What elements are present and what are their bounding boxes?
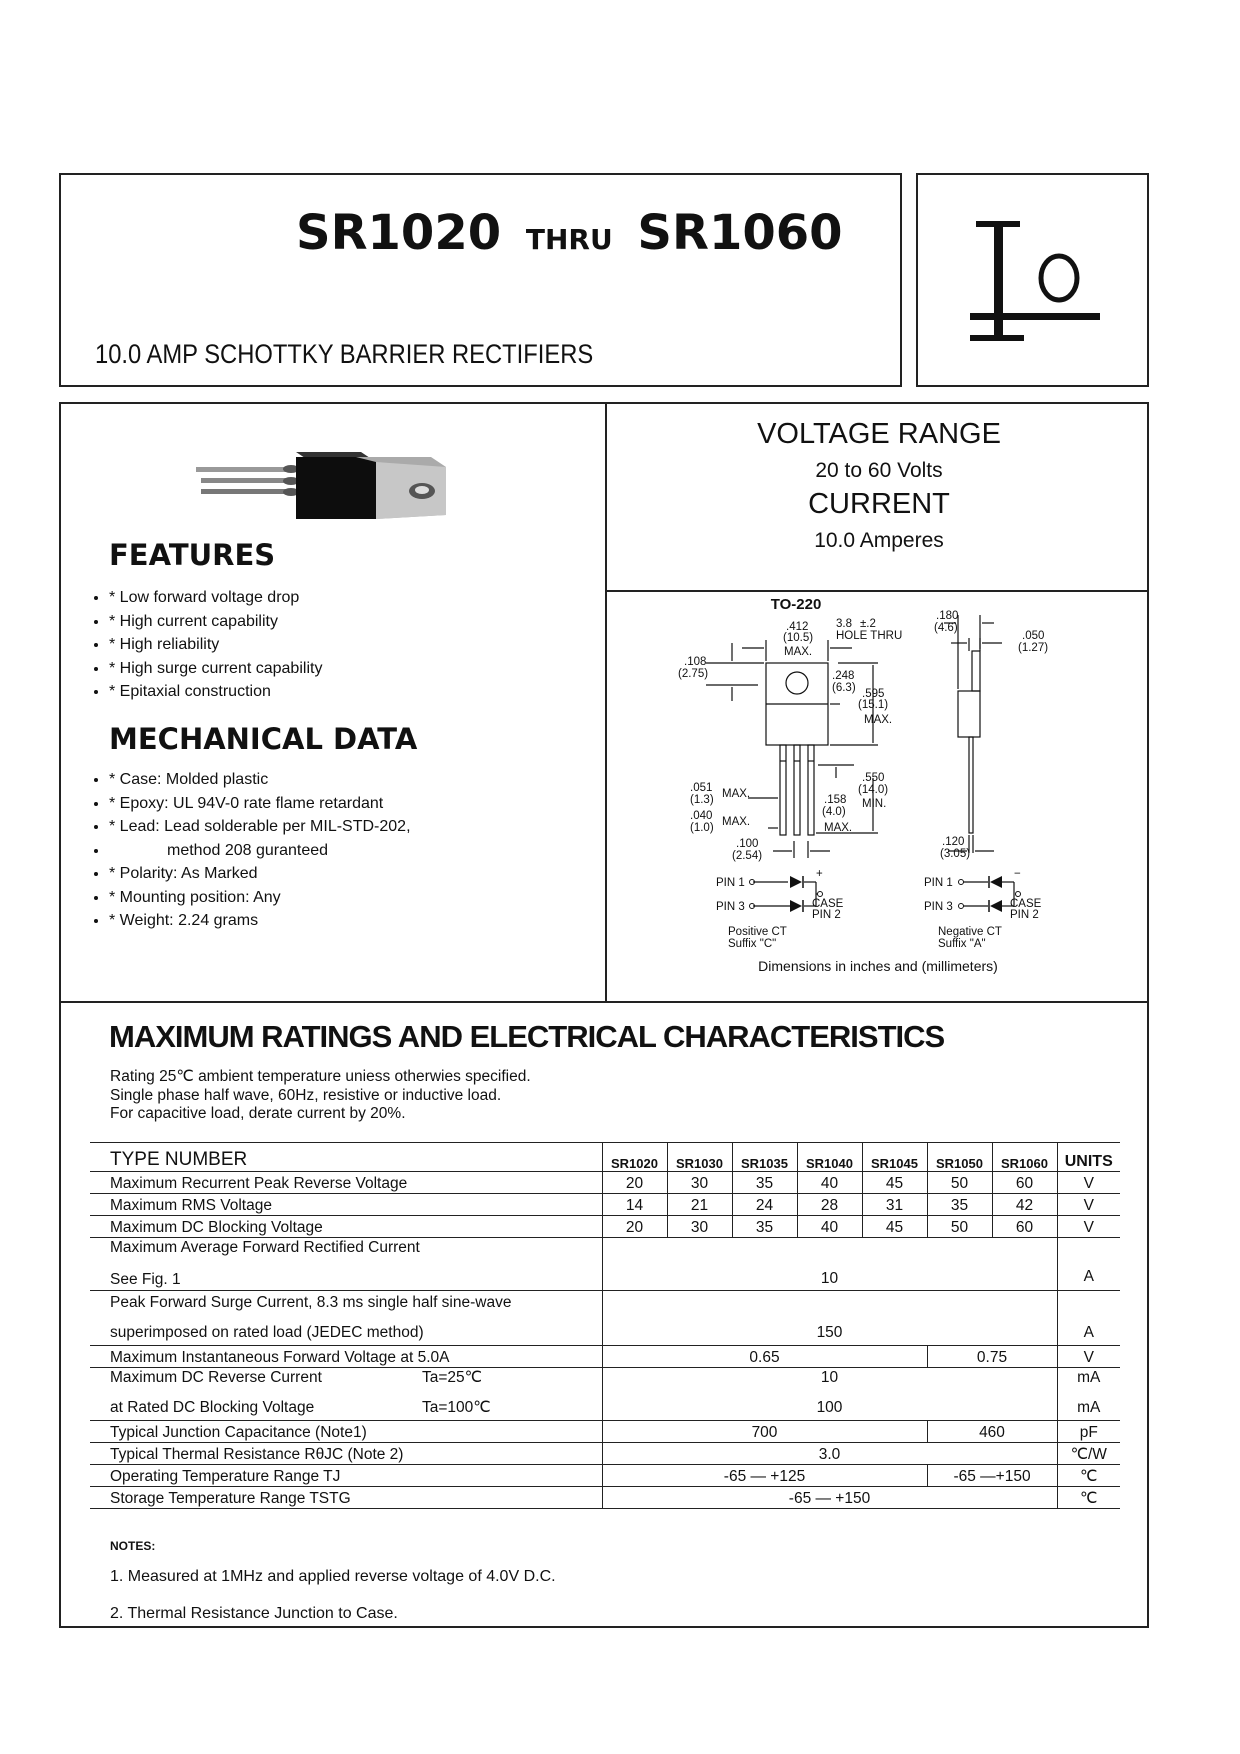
list-item: • * High current capability (109, 610, 322, 634)
type-header: SR1020 (602, 1143, 667, 1172)
cell: -65 — +125 (602, 1465, 927, 1487)
dim-label: MAX. (824, 822, 853, 834)
dim-label: MAX. (784, 646, 813, 658)
dim-label: HOLE THRU (836, 630, 903, 642)
row-label: at Rated DC Blocking Voltage (110, 1399, 315, 1416)
note-line: Rating 25℃ ambient temperature uniess otherwies specified. (110, 1068, 531, 1085)
list-item: • * Low forward voltage drop (109, 586, 322, 610)
dim-label: ±.2 (860, 618, 876, 630)
type-number-label: TYPE NUMBER (90, 1143, 602, 1172)
cell: 35 (732, 1172, 797, 1194)
dim-label: (6.3) (832, 682, 856, 694)
pin-label: PIN 3 (924, 901, 953, 913)
ratings-notes (110, 1068, 531, 1124)
cell: -65 —+150 (927, 1465, 1057, 1487)
header-title-box (59, 173, 902, 387)
dim-label: (10.5) (783, 632, 814, 644)
unit-cell: V (1057, 1346, 1120, 1368)
table-row (90, 1194, 1120, 1216)
table-row (90, 1291, 1120, 1346)
pin-label: PIN 2 (1010, 909, 1039, 921)
list-item: • * High surge current capability (109, 657, 322, 681)
ratings-table (90, 1142, 1120, 1509)
pin-label: Negative CT (938, 926, 1002, 938)
row-label: Maximum DC Blocking Voltage (90, 1216, 602, 1238)
dim-label: .108 (684, 656, 707, 668)
divider (605, 590, 1149, 592)
cell: 10 (820, 1369, 839, 1386)
cell: 40 (797, 1172, 862, 1194)
cell: 31 (862, 1194, 927, 1216)
row-label: Typical Junction Capacitance (Note1) (90, 1421, 602, 1443)
row-label: Maximum DC Reverse Current (110, 1369, 322, 1386)
row-label: See Fig. 1 (110, 1271, 181, 1288)
ratings-heading: MAXIMUM RATINGS AND ELECTRICAL CHARACTERISTICS (109, 1019, 945, 1054)
cell: 42 (992, 1194, 1057, 1216)
dim-label: .051 (690, 782, 713, 794)
cell: 21 (667, 1194, 732, 1216)
dim-label: (2.75) (678, 668, 709, 680)
middle-section (59, 402, 1149, 1003)
unit-cell: V (1057, 1172, 1120, 1194)
to220-dimension-drawing (608, 593, 1148, 1003)
unit-cell: mA (1077, 1369, 1101, 1386)
dim-label: .180 (936, 610, 959, 622)
dim-label: (1.27) (1018, 642, 1049, 654)
cell: 35 (927, 1194, 992, 1216)
pin-label: Suffix "A" (938, 938, 986, 950)
note-2: 2. Thermal Resistance Junction to Case. (110, 1605, 398, 1622)
dim-label: .050 (1022, 630, 1045, 642)
dims-note: Dimensions in inches and (millimeters) (758, 958, 998, 974)
cell: 45 (862, 1172, 927, 1194)
dim-label: (1.0) (690, 822, 714, 834)
table-row (90, 1238, 1120, 1291)
row-label: Maximum Recurrent Peak Reverse Voltage (90, 1172, 602, 1194)
cell: 35 (732, 1216, 797, 1238)
row-label: Operating Temperature Range TJ (90, 1465, 602, 1487)
current-title: CURRENT (808, 488, 950, 520)
type-header: SR1045 (862, 1143, 927, 1172)
cell: 14 (602, 1194, 667, 1216)
cell: 20 (602, 1216, 667, 1238)
voltage-range-value: 20 to 60 Volts (815, 459, 943, 482)
cell: 50 (927, 1172, 992, 1194)
unit-cell: A (1057, 1291, 1120, 1346)
cell: 150 (602, 1291, 1057, 1346)
condition-label: Ta=25℃ (422, 1369, 483, 1386)
dim-label: MAX. (864, 714, 893, 726)
dim-label: .412 (786, 621, 809, 633)
pin-label: + (816, 868, 823, 880)
cell: 0.65 (602, 1346, 927, 1368)
pin-label: CASE (1010, 898, 1042, 910)
dim-label: .248 (832, 670, 855, 682)
cell: 460 (927, 1421, 1057, 1443)
table-row (90, 1172, 1120, 1194)
dim-label: (14.0) (858, 784, 889, 796)
voltage-range-title: VOLTAGE RANGE (757, 418, 1001, 450)
row-label: Maximum RMS Voltage (90, 1194, 602, 1216)
list-item: • * Case: Molded plastic (109, 768, 411, 792)
table-row (90, 1346, 1120, 1368)
table-row (90, 1465, 1120, 1487)
unit-cell: pF (1057, 1421, 1120, 1443)
pin-label: Suffix "C" (728, 938, 777, 950)
row-label: superimposed on rated load (JEDEC method) (110, 1324, 424, 1341)
dim-label: .100 (736, 838, 759, 850)
type-header: SR1030 (667, 1143, 732, 1172)
dim-label: (3.05) (940, 848, 971, 860)
cell: -65 — +150 (602, 1487, 1057, 1509)
cell: 60 (992, 1172, 1057, 1194)
features-list (109, 586, 322, 704)
pin-label: − (1014, 868, 1021, 880)
pin-label: PIN 1 (924, 877, 953, 889)
units-header: UNITS (1057, 1143, 1120, 1172)
table-header-row (90, 1143, 1120, 1172)
part-start: SR1020 (296, 205, 502, 261)
dim-label: MAX. (722, 788, 751, 800)
list-item: • * High reliability (109, 633, 322, 657)
type-header: SR1050 (927, 1143, 992, 1172)
cell: 30 (667, 1172, 732, 1194)
cell: 24 (732, 1194, 797, 1216)
subtitle: 10.0 AMP SCHOTTKY BARRIER RECTIFIERS (95, 339, 594, 369)
features-heading: FEATURES (109, 538, 276, 572)
ratings-section (59, 1001, 1149, 1628)
table-row (90, 1421, 1120, 1443)
dim-label: .595 (862, 688, 885, 700)
note-line: Single phase half wave, 60Hz, resistive or inductive load. (110, 1086, 502, 1104)
pin-label: PIN 2 (812, 909, 841, 921)
logo-box (916, 173, 1149, 387)
list-item: • * Mounting position: Any (109, 886, 411, 910)
cell: 30 (667, 1216, 732, 1238)
note-1: 1. Measured at 1MHz and applied reverse voltage of 4.0V D.C. (110, 1568, 556, 1585)
note-line: For capacitive load, derate current by 20%. (110, 1105, 406, 1122)
unit-cell: ℃ (1057, 1465, 1120, 1487)
unit-cell: ℃/W (1057, 1443, 1120, 1465)
table-row (90, 1368, 1120, 1421)
pin-label: PIN 3 (716, 901, 745, 913)
type-header: SR1060 (992, 1143, 1057, 1172)
page-title (296, 205, 843, 261)
cell: 45 (862, 1216, 927, 1238)
unit-cell: ℃ (1057, 1487, 1120, 1509)
to220-package-image (196, 447, 456, 527)
mechanical-list (109, 768, 411, 933)
mechanical-heading: MECHANICAL DATA (109, 722, 418, 756)
list-item: • * Polarity: As Marked (109, 862, 411, 886)
cell: 20 (602, 1172, 667, 1194)
io-logo-icon (918, 175, 1147, 385)
list-item: • * Weight: 2.24 grams (109, 909, 411, 933)
dim-label: MAX. (722, 816, 751, 828)
type-header: SR1040 (797, 1143, 862, 1172)
table-row (90, 1216, 1120, 1238)
cell: 60 (992, 1216, 1057, 1238)
dim-label: .040 (690, 810, 713, 822)
type-header: SR1035 (732, 1143, 797, 1172)
row-label: Peak Forward Surge Current, 8.3 ms single half sine-wave (110, 1294, 512, 1311)
cell: 100 (816, 1399, 843, 1416)
dim-label: (1.3) (690, 794, 714, 806)
current-value: 10.0 Amperes (814, 529, 944, 552)
dim-label: .158 (824, 794, 847, 806)
unit-cell: V (1057, 1194, 1120, 1216)
dim-label: MIN. (862, 798, 887, 810)
dim-package-label: TO-220 (770, 596, 822, 613)
row-label: Typical Thermal Resistance RθJC (Note 2) (90, 1443, 602, 1465)
dim-label: (4.6) (934, 622, 958, 634)
cell: 50 (927, 1216, 992, 1238)
cell: 10 (602, 1238, 1057, 1291)
cell: 3.0 (602, 1443, 1057, 1465)
row-label: Maximum Average Forward Rectified Current (110, 1239, 420, 1256)
part-end: SR1060 (637, 205, 843, 261)
row-label: Maximum Instantaneous Forward Voltage at 5.0A (90, 1346, 602, 1368)
dim-label: 3.8 (836, 618, 852, 630)
dim-label: (4.0) (822, 806, 846, 818)
cell: 28 (797, 1194, 862, 1216)
dim-label: (15.1) (858, 699, 889, 711)
pin-label: CASE (812, 898, 844, 910)
list-item: • * Epitaxial construction (109, 680, 322, 704)
dim-label: (2.54) (732, 850, 763, 862)
unit-cell: mA (1077, 1399, 1101, 1416)
list-item: • * Epoxy: UL 94V-0 rate flame retardant (109, 792, 411, 816)
row-label: Storage Temperature Range TSTG (90, 1487, 602, 1509)
condition-label: Ta=100℃ (422, 1399, 491, 1416)
pin-label: PIN 1 (716, 877, 745, 889)
cell: 700 (602, 1421, 927, 1443)
cell: 0.75 (927, 1346, 1057, 1368)
unit-cell: V (1057, 1216, 1120, 1238)
dim-label: .550 (862, 772, 885, 784)
dim-label: .120 (942, 836, 965, 848)
pin-label: Positive CT (728, 926, 787, 938)
list-item: • method 208 guranteed (109, 839, 411, 863)
table-row (90, 1487, 1120, 1509)
thru-label: THRU (525, 223, 613, 256)
unit-cell: A (1057, 1238, 1120, 1291)
cell: 40 (797, 1216, 862, 1238)
list-item: • * Lead: Lead solderable per MIL-STD-202, (109, 815, 411, 839)
table-row (90, 1443, 1120, 1465)
notes-heading: NOTES: (110, 1539, 156, 1553)
